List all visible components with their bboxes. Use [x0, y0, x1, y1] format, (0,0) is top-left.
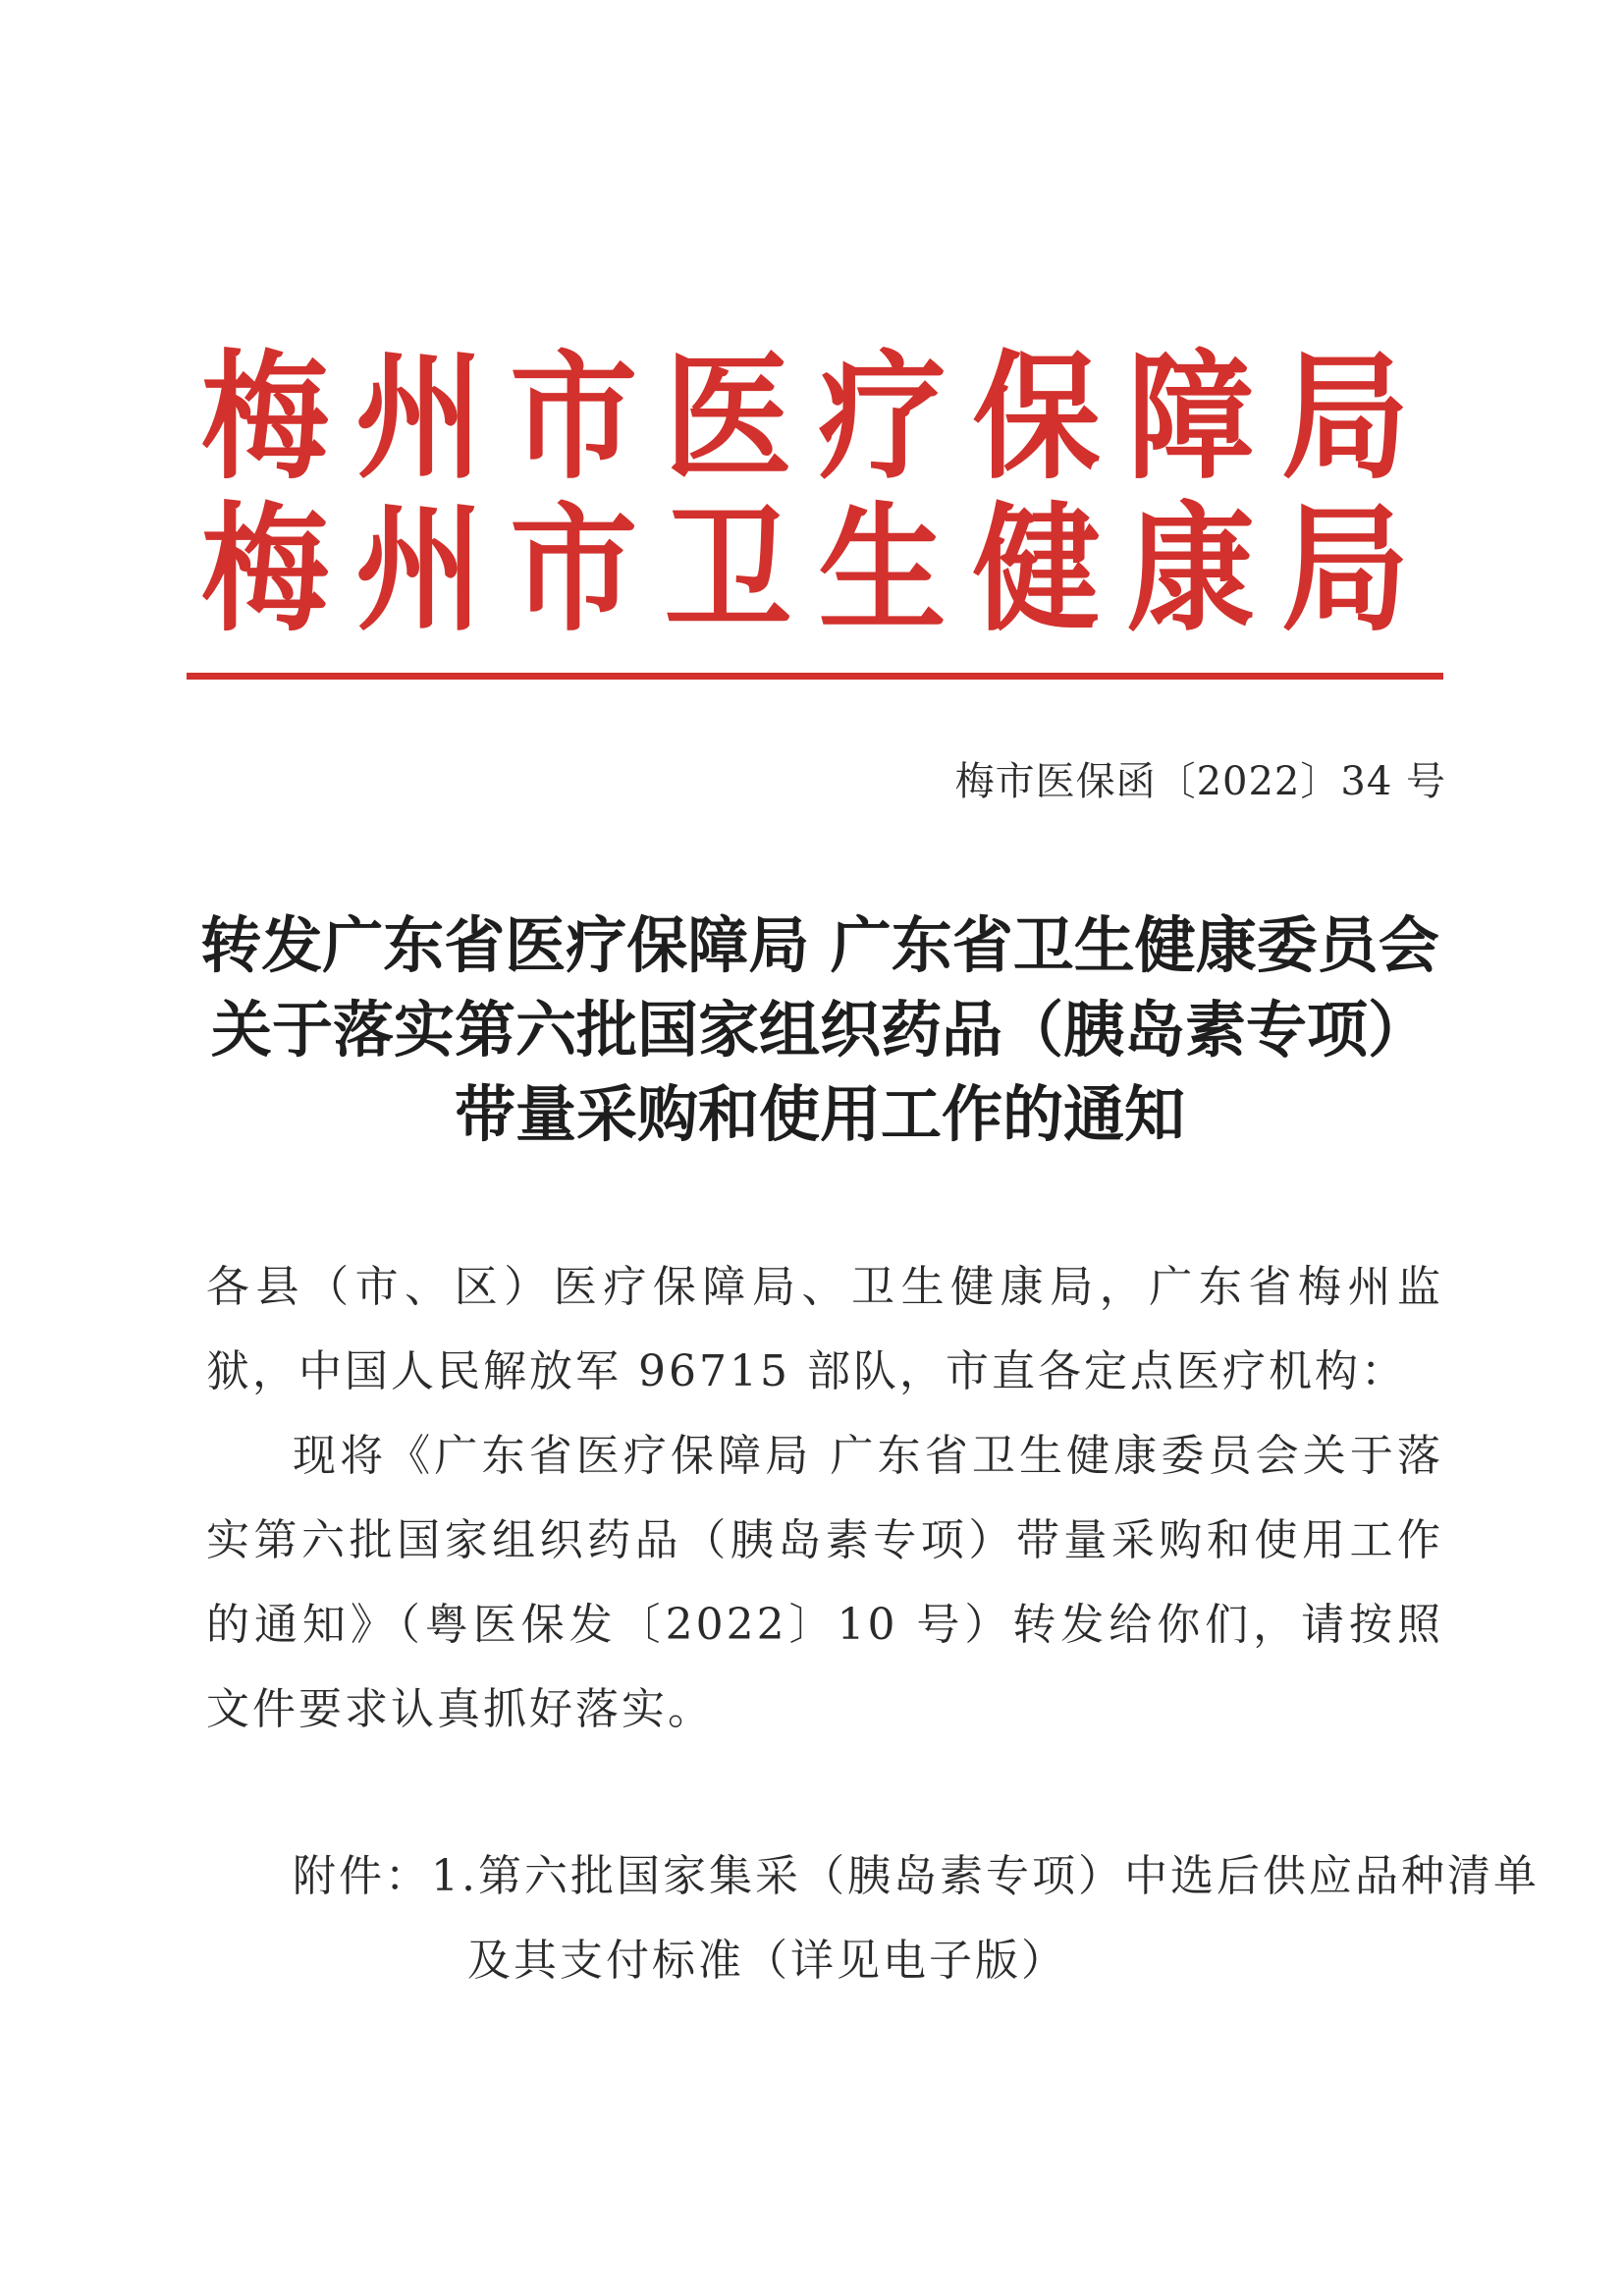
title-line: 关于落实第六批国家组织药品（胰岛素专项）: [210, 994, 1429, 1066]
agency-char: 生: [818, 488, 947, 651]
issuing-agency-health-commission: [201, 488, 1409, 651]
title-line: 转发广东省医疗保障局 广东省卫生健康委员会: [200, 909, 1439, 981]
recipients-paragraph: 各县（市、区）医疗保障局、卫生健康局，广东省梅州监狱，中国人民解放军 96715 部队，市直各定点医疗机构：: [206, 1262, 1443, 1396]
document-title: [187, 903, 1453, 1157]
agency-char: 市: [510, 336, 638, 499]
agency-char: 州: [355, 336, 484, 499]
main-paragraph: 现将《广东省医疗保障局 广东省卫生健康委员会关于落实第六批国家组织药品（胰岛素专项）带量采购和使用工作的通知》（粤医保发〔2022〕10 号）转发给你们，请按照文件要求认真抓好落实。: [206, 1431, 1443, 1734]
attachment-list: [293, 1834, 1540, 2003]
agency-char: 康: [1126, 488, 1255, 651]
agency-char: 梅: [201, 488, 330, 651]
title-line: 带量采购和使用工作的通知: [454, 1078, 1185, 1150]
agency-char: 保: [972, 336, 1101, 499]
agency-char: 疗: [818, 336, 947, 499]
attachment-item: 附件：1.第六批国家集采（胰岛素专项）中选后供应品种清单: [293, 1851, 1540, 1901]
agency-char: 州: [355, 488, 484, 651]
document-number: 梅市医保函〔2022〕34 号: [954, 759, 1446, 804]
agency-char: 局: [1280, 336, 1409, 499]
agency-char: 梅: [201, 336, 330, 499]
agency-char: 卫: [664, 488, 792, 651]
header-divider: [187, 673, 1443, 680]
agency-char: 局: [1280, 488, 1409, 651]
issuing-agency-medical-security: [201, 336, 1409, 499]
agency-char: 医: [664, 336, 792, 499]
attachment-item-continued: 及其支付标准（详见电子版）: [467, 1936, 1067, 1986]
agency-char: 健: [972, 488, 1101, 651]
agency-char: 市: [510, 488, 638, 651]
agency-char: 障: [1126, 336, 1255, 499]
